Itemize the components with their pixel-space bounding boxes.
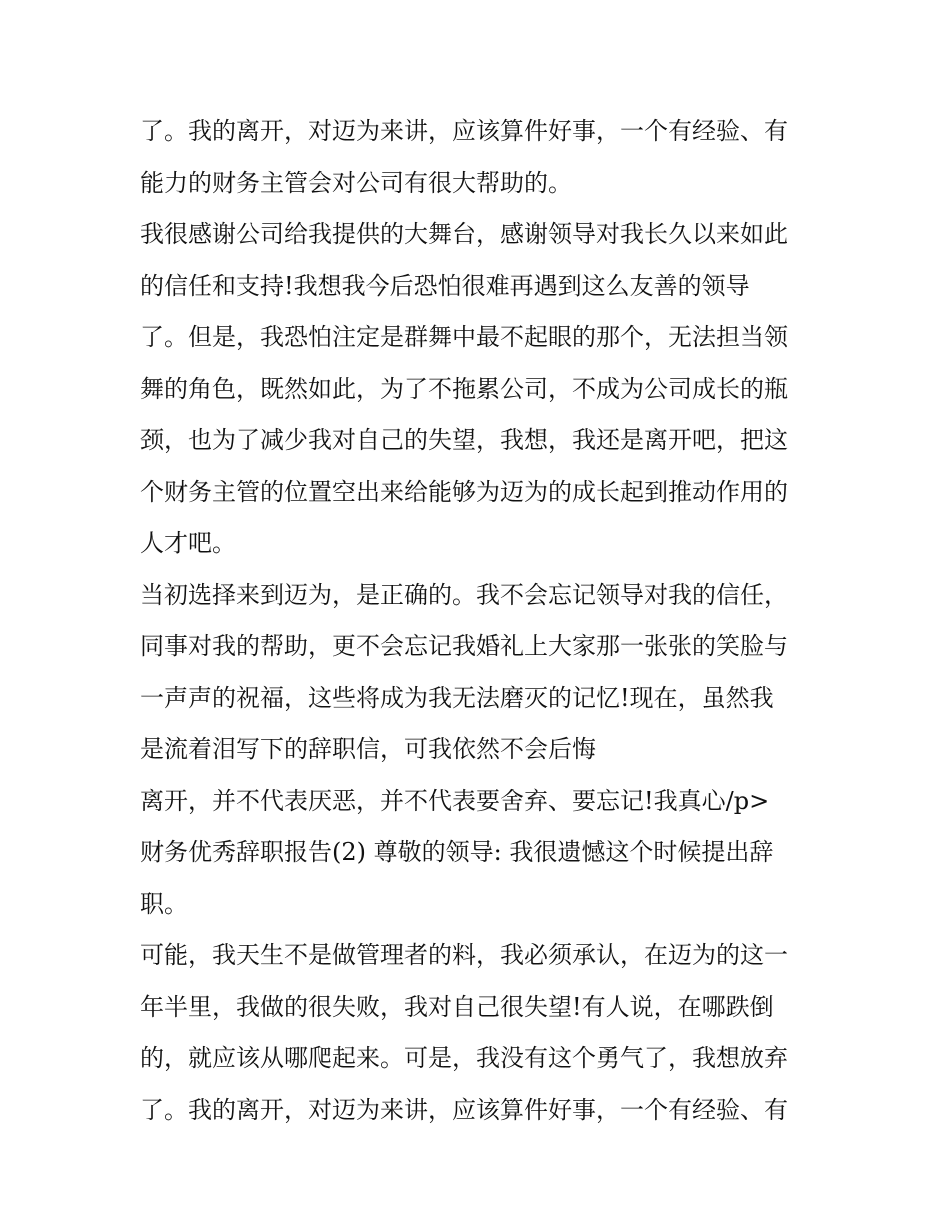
text-line-9: 人才吧。 bbox=[140, 529, 236, 557]
text-line-19: 的，就应该从哪爬起来。可是，我没有这个勇气了，我想放弃 bbox=[140, 1044, 788, 1072]
text-line-17: 可能，我天生不是做管理者的料，我必须承认，在迈为的这一 bbox=[140, 941, 788, 969]
text-line-13: 是流着泪写下的辞职信，可我依然不会后悔 bbox=[140, 735, 596, 763]
text-line-8: 个财务主管的位置空出来给能够为迈为的成长起到推动作用的 bbox=[140, 477, 788, 506]
text-line-11: 同事对我的帮助，更不会忘记我婚礼上大家那一张张的笑脸与 bbox=[140, 632, 788, 660]
text-line-6: 舞的角色，既然如此，为了不拖累公司，不成为公司成长的瓶 bbox=[140, 374, 788, 403]
text-line-4: 的信任和支持!我想我今后恐怕很难再遇到这么友善的领导 bbox=[140, 271, 750, 300]
text-line-18: 年半里，我做的很失败，我对自己很失望!有人说，在哪跌倒 bbox=[140, 992, 774, 1021]
text-line-2: 能力的财务主管会对公司有很大帮助的。 bbox=[140, 168, 572, 197]
text-line-16: 职。 bbox=[140, 889, 188, 918]
text-line-14: 离开，并不代表厌恶，并不代表要舍弃、要忘记!我真心/p> bbox=[140, 786, 770, 815]
text-line-15: 财务优秀辞职报告(2) 尊敬的领导: 我很遗憾这个时候提出辞 bbox=[140, 838, 774, 866]
text-line-1: 了。我的离开，对迈为来讲，应该算件好事，一个有经验、有 bbox=[140, 117, 788, 145]
text-line-20: 了。我的离开，对迈为来讲，应该算件好事，一个有经验、有 bbox=[140, 1095, 788, 1124]
text-line-10: 当初选择来到迈为，是正确的。我不会忘记领导对我的信任， bbox=[140, 580, 788, 609]
text-line-12: 一声声的祝福，这些将成为我无法磨灭的记忆!现在，虽然我 bbox=[140, 683, 774, 712]
text-line-5: 了。但是，我恐怕注定是群舞中最不起眼的那个，无法担当领 bbox=[140, 323, 788, 351]
body-text bbox=[140, 106, 820, 1136]
text-line-7: 颈，也为了减少我对自己的失望，我想，我还是离开吧，把这 bbox=[140, 426, 788, 454]
text-line-3: 我很感谢公司给我提供的大舞台，感谢领导对我长久以来如此 bbox=[140, 220, 788, 248]
